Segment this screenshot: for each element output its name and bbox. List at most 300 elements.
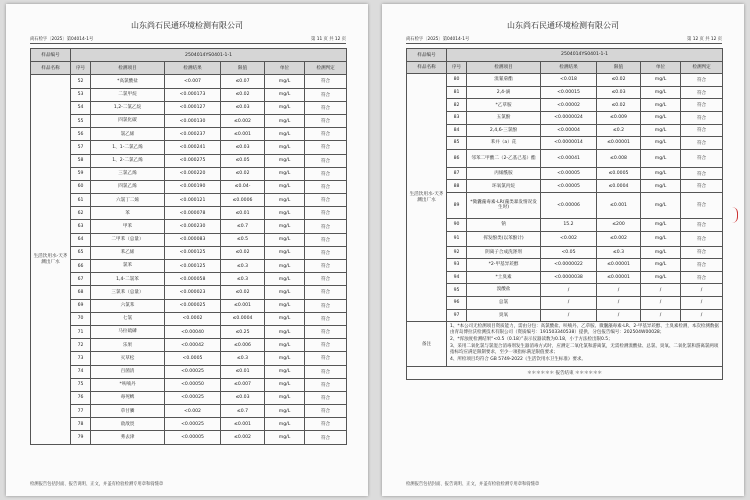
limit-cell: ≤0.0004 (597, 180, 641, 193)
report-page-right (382, 4, 744, 496)
result-cell: <0.00005 (165, 431, 221, 444)
limit-cell: / (597, 284, 641, 297)
verdict-cell: 符合 (305, 299, 347, 312)
limit-cell: ≤0.03 (597, 86, 641, 99)
header-seq: 序号 (71, 62, 91, 75)
item-cell: 毒死蜱 (91, 391, 165, 404)
sample-name-cell: 生活饮用水-天齐渊出厂水 (407, 74, 447, 322)
limit-cell: ≤0.001 (597, 192, 641, 218)
item-cell: 邻苯二甲酸二（2-乙基己基）酯 (467, 149, 541, 167)
table-row (407, 111, 723, 124)
table-row (407, 218, 723, 231)
limit-cell: ≤0.002 (221, 431, 265, 444)
table-row (407, 99, 723, 112)
unit-cell: mg/L (265, 207, 305, 220)
seq-cell: 82 (447, 99, 467, 112)
table-row (31, 128, 347, 141)
unit-cell: mg/L (641, 259, 681, 272)
unit-cell: mg/L (641, 180, 681, 193)
result-cell: <0.007 (165, 75, 221, 88)
table-row (31, 88, 347, 101)
item-cell: 1、2-二氯乙烯 (91, 154, 165, 167)
seq-cell: 93 (447, 259, 467, 272)
seq-cell: 78 (71, 418, 91, 431)
result-cell: <0.000125 (165, 260, 221, 273)
item-cell: 丙烯酰胺 (467, 167, 541, 180)
unit-cell: mg/L (641, 231, 681, 246)
item-cell: *微囊藻毒素-LR(藻类暴发情况发生时) (467, 192, 541, 218)
item-cell: 敌敌畏 (91, 418, 165, 431)
seq-cell: 63 (71, 220, 91, 233)
seq-cell: 70 (71, 312, 91, 325)
result-cell: / (541, 284, 597, 297)
verdict-cell: 符合 (305, 418, 347, 431)
seq-cell: 77 (71, 405, 91, 418)
unit-cell: mg/L (641, 218, 681, 231)
header-item: 检测项目 (467, 61, 541, 74)
result-cell: <0.00025 (165, 418, 221, 431)
unit-cell: mg/L (265, 418, 305, 431)
seq-cell: 91 (447, 231, 467, 246)
table-row (31, 180, 347, 193)
result-cell: <0.00015 (541, 86, 597, 99)
limit-cell: ≤0.04- (221, 180, 265, 193)
table-row (31, 378, 347, 391)
seq-cell: 59 (71, 167, 91, 180)
unit-cell: mg/L (265, 286, 305, 299)
seq-cell: 65 (71, 246, 91, 259)
table-row (31, 167, 347, 180)
item-cell: 五氯酚 (467, 111, 541, 124)
limit-cell: ≤0.3 (221, 260, 265, 273)
limit-cell: ≤0.5 (221, 233, 265, 246)
unit-cell: mg/L (265, 233, 305, 246)
unit-cell: / (641, 284, 681, 297)
verdict-cell: 符合 (305, 101, 347, 114)
result-cell: <0.000083 (165, 233, 221, 246)
page-number: 第 11 页 共 12 页 (311, 37, 346, 42)
sample-no: 2504014YS0401-1-1 (447, 49, 723, 62)
unit-cell: mg/L (641, 246, 681, 259)
result-cell: 15.2 (541, 218, 597, 231)
limit-cell: ≤0.07 (221, 75, 265, 88)
limit-cell: ≤0.7 (221, 405, 265, 418)
unit-cell: mg/L (265, 312, 305, 325)
item-cell: 环氧氯丙烷 (467, 180, 541, 193)
verdict-cell: 符合 (305, 339, 347, 352)
limit-cell: ≤0.001 (221, 128, 265, 141)
result-cell: <0.000173 (165, 88, 221, 101)
unit-cell: mg/L (265, 141, 305, 154)
limit-cell: ≤0.00001 (597, 137, 641, 150)
unit-cell: mg/L (641, 192, 681, 218)
unit-cell: mg/L (265, 154, 305, 167)
seq-cell: 60 (71, 180, 91, 193)
limit-cell: ≤0.001 (221, 299, 265, 312)
result-cell: <0.000237 (165, 128, 221, 141)
seq-cell: 90 (447, 218, 467, 231)
header-result: 检测结果 (165, 62, 221, 75)
verdict-cell: 符合 (305, 431, 347, 444)
header-verdict: 检测判定 (681, 61, 723, 74)
table-row (31, 101, 347, 114)
limit-cell: ≤0.2 (597, 124, 641, 137)
limit-cell: / (597, 296, 641, 309)
seq-cell: 52 (71, 75, 91, 88)
header-verdict: 检测判定 (305, 62, 347, 75)
table-row (31, 365, 347, 378)
item-cell: 总氯 (467, 296, 541, 309)
limit-cell: ≤0.02 (597, 99, 641, 112)
item-cell: 1,4-二氯苯 (91, 273, 165, 286)
limit-cell: ≤0.006 (221, 339, 265, 352)
item-cell: 莠去津 (91, 431, 165, 444)
limit-cell: ≤0.01 (221, 207, 265, 220)
limit-cell: ≤200 (597, 218, 641, 231)
table-row (407, 86, 723, 99)
verdict-cell: 符合 (305, 220, 347, 233)
seq-cell: 74 (71, 365, 91, 378)
report-page-left (6, 4, 368, 496)
note-line: 2、*浑浊度检测结果“<0.5（0.18）”表示仪器读数为0.18，小于方法检出限0.5； (450, 337, 613, 343)
unit-cell: mg/L (265, 75, 305, 88)
report-code: 尚石检字〔2025〕第04014-1号 (30, 37, 94, 42)
verdict-cell: 符合 (305, 246, 347, 259)
unit-cell: mg/L (641, 137, 681, 150)
seal-edge-mark (732, 207, 738, 223)
seq-cell: 84 (447, 124, 467, 137)
unit-cell: mg/L (641, 99, 681, 112)
unit-cell: mg/L (265, 391, 305, 404)
seq-cell: 73 (71, 352, 91, 365)
page-footer: 检测报告包括封面、报告说明、正文，并盖有检验检测专用章和骑缝章 (30, 482, 164, 487)
meta-row (30, 35, 346, 44)
item-cell: *2-甲基异莰醇 (467, 259, 541, 272)
item-cell: 三氯乙烯 (91, 167, 165, 180)
verdict-cell: 符合 (681, 137, 723, 150)
limit-cell: ≤0.02 (221, 286, 265, 299)
verdict-cell: 符合 (681, 99, 723, 112)
verdict-cell: 符合 (681, 271, 723, 284)
result-cell: <0.00025 (165, 365, 221, 378)
seq-cell: 76 (71, 391, 91, 404)
seq-cell: 62 (71, 207, 91, 220)
verdict-cell: / (681, 284, 723, 297)
limit-cell: ≤0.7 (221, 220, 265, 233)
item-cell: 钠 (467, 218, 541, 231)
table-row (407, 124, 723, 137)
sample-name-cell: 生活饮用水-天齐渊出厂水 (31, 75, 71, 444)
notes-cell (447, 322, 723, 367)
result-cell: <0.000130 (165, 114, 221, 127)
table-row (407, 180, 723, 193)
verdict-cell: 符合 (305, 88, 347, 101)
result-cell: <0.000127 (165, 101, 221, 114)
item-cell: *土臭素 (467, 271, 541, 284)
unit-cell: mg/L (265, 325, 305, 338)
page-footer: 检测报告包括封面、报告说明、正文，并盖有检验检测专用章和骑缝章 (406, 482, 540, 487)
limit-cell: ≤0.0005 (597, 167, 641, 180)
seq-cell: 88 (447, 180, 467, 193)
notes-row (407, 322, 723, 367)
unit-cell: mg/L (265, 405, 305, 418)
table-row (31, 352, 347, 365)
table-row (407, 309, 723, 322)
verdict-cell: 符合 (681, 86, 723, 99)
result-cell: <0.0000022 (541, 259, 597, 272)
unit-cell: mg/L (641, 74, 681, 87)
unit-cell: mg/L (265, 128, 305, 141)
seq-cell: 83 (447, 111, 467, 124)
verdict-cell: 符合 (681, 167, 723, 180)
item-cell: 2,4-滴 (467, 86, 541, 99)
item-cell: 百菌清 (91, 365, 165, 378)
limit-cell: ≤0.008 (597, 149, 641, 167)
verdict-cell: 符合 (305, 207, 347, 220)
item-cell: 四氯化碳 (91, 114, 165, 127)
table-row (407, 231, 723, 246)
result-cell: <0.0002 (165, 312, 221, 325)
verdict-cell: 符合 (305, 154, 347, 167)
table-row (31, 325, 347, 338)
sample-no: 2504014YS0401-1-1 (71, 49, 347, 62)
verdict-cell: 符合 (681, 192, 723, 218)
result-cell: <0.002 (541, 231, 597, 246)
verdict-cell: 符合 (681, 180, 723, 193)
verdict-cell: 符合 (305, 365, 347, 378)
unit-cell: mg/L (265, 299, 305, 312)
item-cell: 苯并（a）芘 (467, 137, 541, 150)
item-cell: 六氯丁二烯 (91, 194, 165, 207)
verdict-cell: 符合 (681, 246, 723, 259)
table-row (31, 431, 347, 444)
limit-cell: ≤0.00001 (597, 259, 641, 272)
limit-cell: ≤0.05 (221, 154, 265, 167)
limit-cell: ≤0.02 (221, 88, 265, 101)
verdict-cell: 符合 (305, 141, 347, 154)
table-row (31, 286, 347, 299)
unit-cell: mg/L (265, 273, 305, 286)
limit-cell: ≤0.01 (221, 365, 265, 378)
table-row (31, 260, 347, 273)
result-cell: <0.00004 (541, 124, 597, 137)
table-row (407, 137, 723, 150)
header-sample-name: 样品名称 (407, 61, 447, 74)
table-row (31, 154, 347, 167)
table-row (407, 246, 723, 259)
result-cell: <0.000275 (165, 154, 221, 167)
item-cell: 乐果 (91, 339, 165, 352)
table-row (31, 114, 347, 127)
verdict-cell: 符合 (305, 391, 347, 404)
verdict-cell: 符合 (681, 149, 723, 167)
seq-cell: 79 (71, 431, 91, 444)
unit-cell: mg/L (641, 271, 681, 284)
header-seq: 序号 (447, 61, 467, 74)
seq-cell: 53 (71, 88, 91, 101)
item-cell: 三氯苯（总量） (91, 286, 165, 299)
seq-cell: 55 (71, 114, 91, 127)
item-cell: 阴离子合成洗涤剂 (467, 246, 541, 259)
table-row (407, 271, 723, 284)
limit-cell: ≤0.02 (221, 167, 265, 180)
result-cell: <0.000058 (165, 273, 221, 286)
result-cell: <0.00041 (541, 149, 597, 167)
limit-cell: ≤0.0006 (221, 194, 265, 207)
seq-cell: 66 (71, 260, 91, 273)
verdict-cell: / (681, 309, 723, 322)
table-row (31, 194, 347, 207)
seq-cell: 71 (71, 325, 91, 338)
seq-cell: 96 (447, 296, 467, 309)
header-unit: 单位 (641, 61, 681, 74)
limit-cell: ≤0.25 (221, 325, 265, 338)
verdict-cell: 符合 (681, 231, 723, 246)
report-code: 尚石检字〔2025〕第04014-1号 (406, 37, 470, 42)
notes-label: 备注 (407, 322, 447, 367)
seq-cell: 58 (71, 154, 91, 167)
seq-cell: 67 (71, 273, 91, 286)
verdict-cell: 符合 (305, 273, 347, 286)
result-cell: <0.00002 (541, 99, 597, 112)
unit-cell: mg/L (641, 149, 681, 167)
result-cell: <0.000220 (165, 167, 221, 180)
report-end-row (407, 367, 723, 380)
verdict-cell: 符合 (305, 167, 347, 180)
limit-cell: ≤0.007 (221, 378, 265, 391)
unit-cell: mg/L (265, 339, 305, 352)
table-row (31, 405, 347, 418)
verdict-cell: / (681, 296, 723, 309)
item-cell: 草甘膦 (91, 405, 165, 418)
limit-cell: ≤0.00001 (597, 271, 641, 284)
seq-cell: 69 (71, 299, 91, 312)
item-cell: 马拉硫磷 (91, 325, 165, 338)
table-row (407, 284, 723, 297)
unit-cell: mg/L (265, 365, 305, 378)
seq-cell: 75 (71, 378, 91, 391)
limit-cell: ≤0.3 (597, 246, 641, 259)
verdict-cell: 符合 (305, 194, 347, 207)
result-cell: / (541, 296, 597, 309)
limit-cell: ≤0.03 (221, 101, 265, 114)
verdict-cell: 符合 (305, 378, 347, 391)
table-row (407, 259, 723, 272)
table-row (31, 220, 347, 233)
header-limit: 限值 (221, 62, 265, 75)
table-row (31, 273, 347, 286)
table-row (31, 299, 347, 312)
verdict-cell: 符合 (305, 260, 347, 273)
company-title: 山东尚石民通环境检测有限公司 (131, 21, 243, 30)
unit-cell: / (641, 309, 681, 322)
verdict-cell: 符合 (681, 218, 723, 231)
item-cell: 溴酸盐 (467, 284, 541, 297)
report-end: ＊＊＊＊＊＊ 报告结束 ＊＊＊＊＊＊ (407, 367, 723, 380)
verdict-cell: 符合 (305, 312, 347, 325)
item-cell: *高氯酸盐 (91, 75, 165, 88)
page-number: 第 12 页 共 12 页 (687, 37, 722, 42)
header-item: 检测项目 (91, 62, 165, 75)
limit-cell: ≤0.03 (221, 391, 265, 404)
seq-cell: 61 (71, 194, 91, 207)
unit-cell: mg/L (265, 114, 305, 127)
seq-cell: 56 (71, 128, 91, 141)
item-cell: 苯乙烯 (91, 246, 165, 259)
item-cell: 甲苯 (91, 220, 165, 233)
verdict-cell: 符合 (305, 114, 347, 127)
table-row (407, 167, 723, 180)
table-row (31, 141, 347, 154)
result-cell: <0.00005 (541, 180, 597, 193)
table-row (407, 149, 723, 167)
result-cell: <0.00040 (165, 325, 221, 338)
seq-cell: 87 (447, 167, 467, 180)
table-row (31, 418, 347, 431)
result-cell: <0.0000024 (541, 111, 597, 124)
result-cell: <0.00050 (165, 378, 221, 391)
unit-cell: mg/L (265, 352, 305, 365)
item-cell: 苯 (91, 207, 165, 220)
result-cell: <0.000241 (165, 141, 221, 154)
result-cell: <0.0005 (165, 352, 221, 365)
note-line: 1、*本公司无检测项目资质能力，需由分包：高氯酸盐、呋喃丹、乙草胺、微囊藻毒素-LR、2-甲基异莰醇、土臭素检测，本次检测数据由青岛博拉沃检测技术有限公司（资质编号：191503340538）提供，分包报告编号：202504W00028； (450, 324, 719, 336)
unit-cell: mg/L (265, 194, 305, 207)
unit-cell: mg/L (265, 167, 305, 180)
result-cell: <0.018 (541, 74, 597, 87)
seq-cell: 72 (71, 339, 91, 352)
table-row (31, 75, 347, 88)
limit-cell: ≤0.02 (221, 246, 265, 259)
unit-cell: mg/L (265, 88, 305, 101)
limit-cell: ≤0.02 (597, 74, 641, 87)
limit-cell: ≤0.0004 (221, 312, 265, 325)
item-cell: 二氯甲烷 (91, 88, 165, 101)
result-cell: <0.00042 (165, 339, 221, 352)
note-line: 4、所检项目均符合 GB 5749-2022《生活饮用水卫生标准》要求。 (450, 357, 586, 363)
unit-cell: mg/L (265, 220, 305, 233)
result-cell: <0.00005 (541, 167, 597, 180)
item-cell: 四氯乙烯 (91, 180, 165, 193)
limit-cell: ≤0.002 (597, 231, 641, 246)
verdict-cell: 符合 (305, 405, 347, 418)
item-cell: 二甲苯（总量） (91, 233, 165, 246)
table-row (31, 233, 347, 246)
item-cell: 挥发酚类(以苯酚计) (467, 231, 541, 246)
result-cell: <0.000023 (165, 286, 221, 299)
result-cell: <0.0000038 (541, 271, 597, 284)
unit-cell: mg/L (265, 180, 305, 193)
results-table (406, 48, 723, 380)
table-row (31, 312, 347, 325)
unit-cell: mg/L (265, 101, 305, 114)
seq-cell: 64 (71, 233, 91, 246)
unit-cell: mg/L (641, 111, 681, 124)
item-cell: 2,4,6-三氯酚 (467, 124, 541, 137)
verdict-cell: 符合 (305, 75, 347, 88)
item-cell: 六氯苯 (91, 299, 165, 312)
note-line: 3、采用二氧化氯与氯混合消毒剂发生器消毒方式时，应测定二氧化氯和游离氯，无需检测溴酸盐、总氯、臭氧、二氧化氯和游离氯两项指标均应满足限制要求，至少一项指标满足限值要求； (450, 344, 719, 356)
sample-no-label: 样品编号 (31, 49, 71, 62)
result-cell: <0.0000014 (541, 137, 597, 150)
unit-cell: mg/L (641, 86, 681, 99)
verdict-cell: 符合 (681, 124, 723, 137)
item-cell: *乙草胺 (467, 99, 541, 112)
limit-cell: ≤0.009 (597, 111, 641, 124)
result-cell: <0.000190 (165, 180, 221, 193)
table-row (407, 296, 723, 309)
result-cell: / (541, 309, 597, 322)
